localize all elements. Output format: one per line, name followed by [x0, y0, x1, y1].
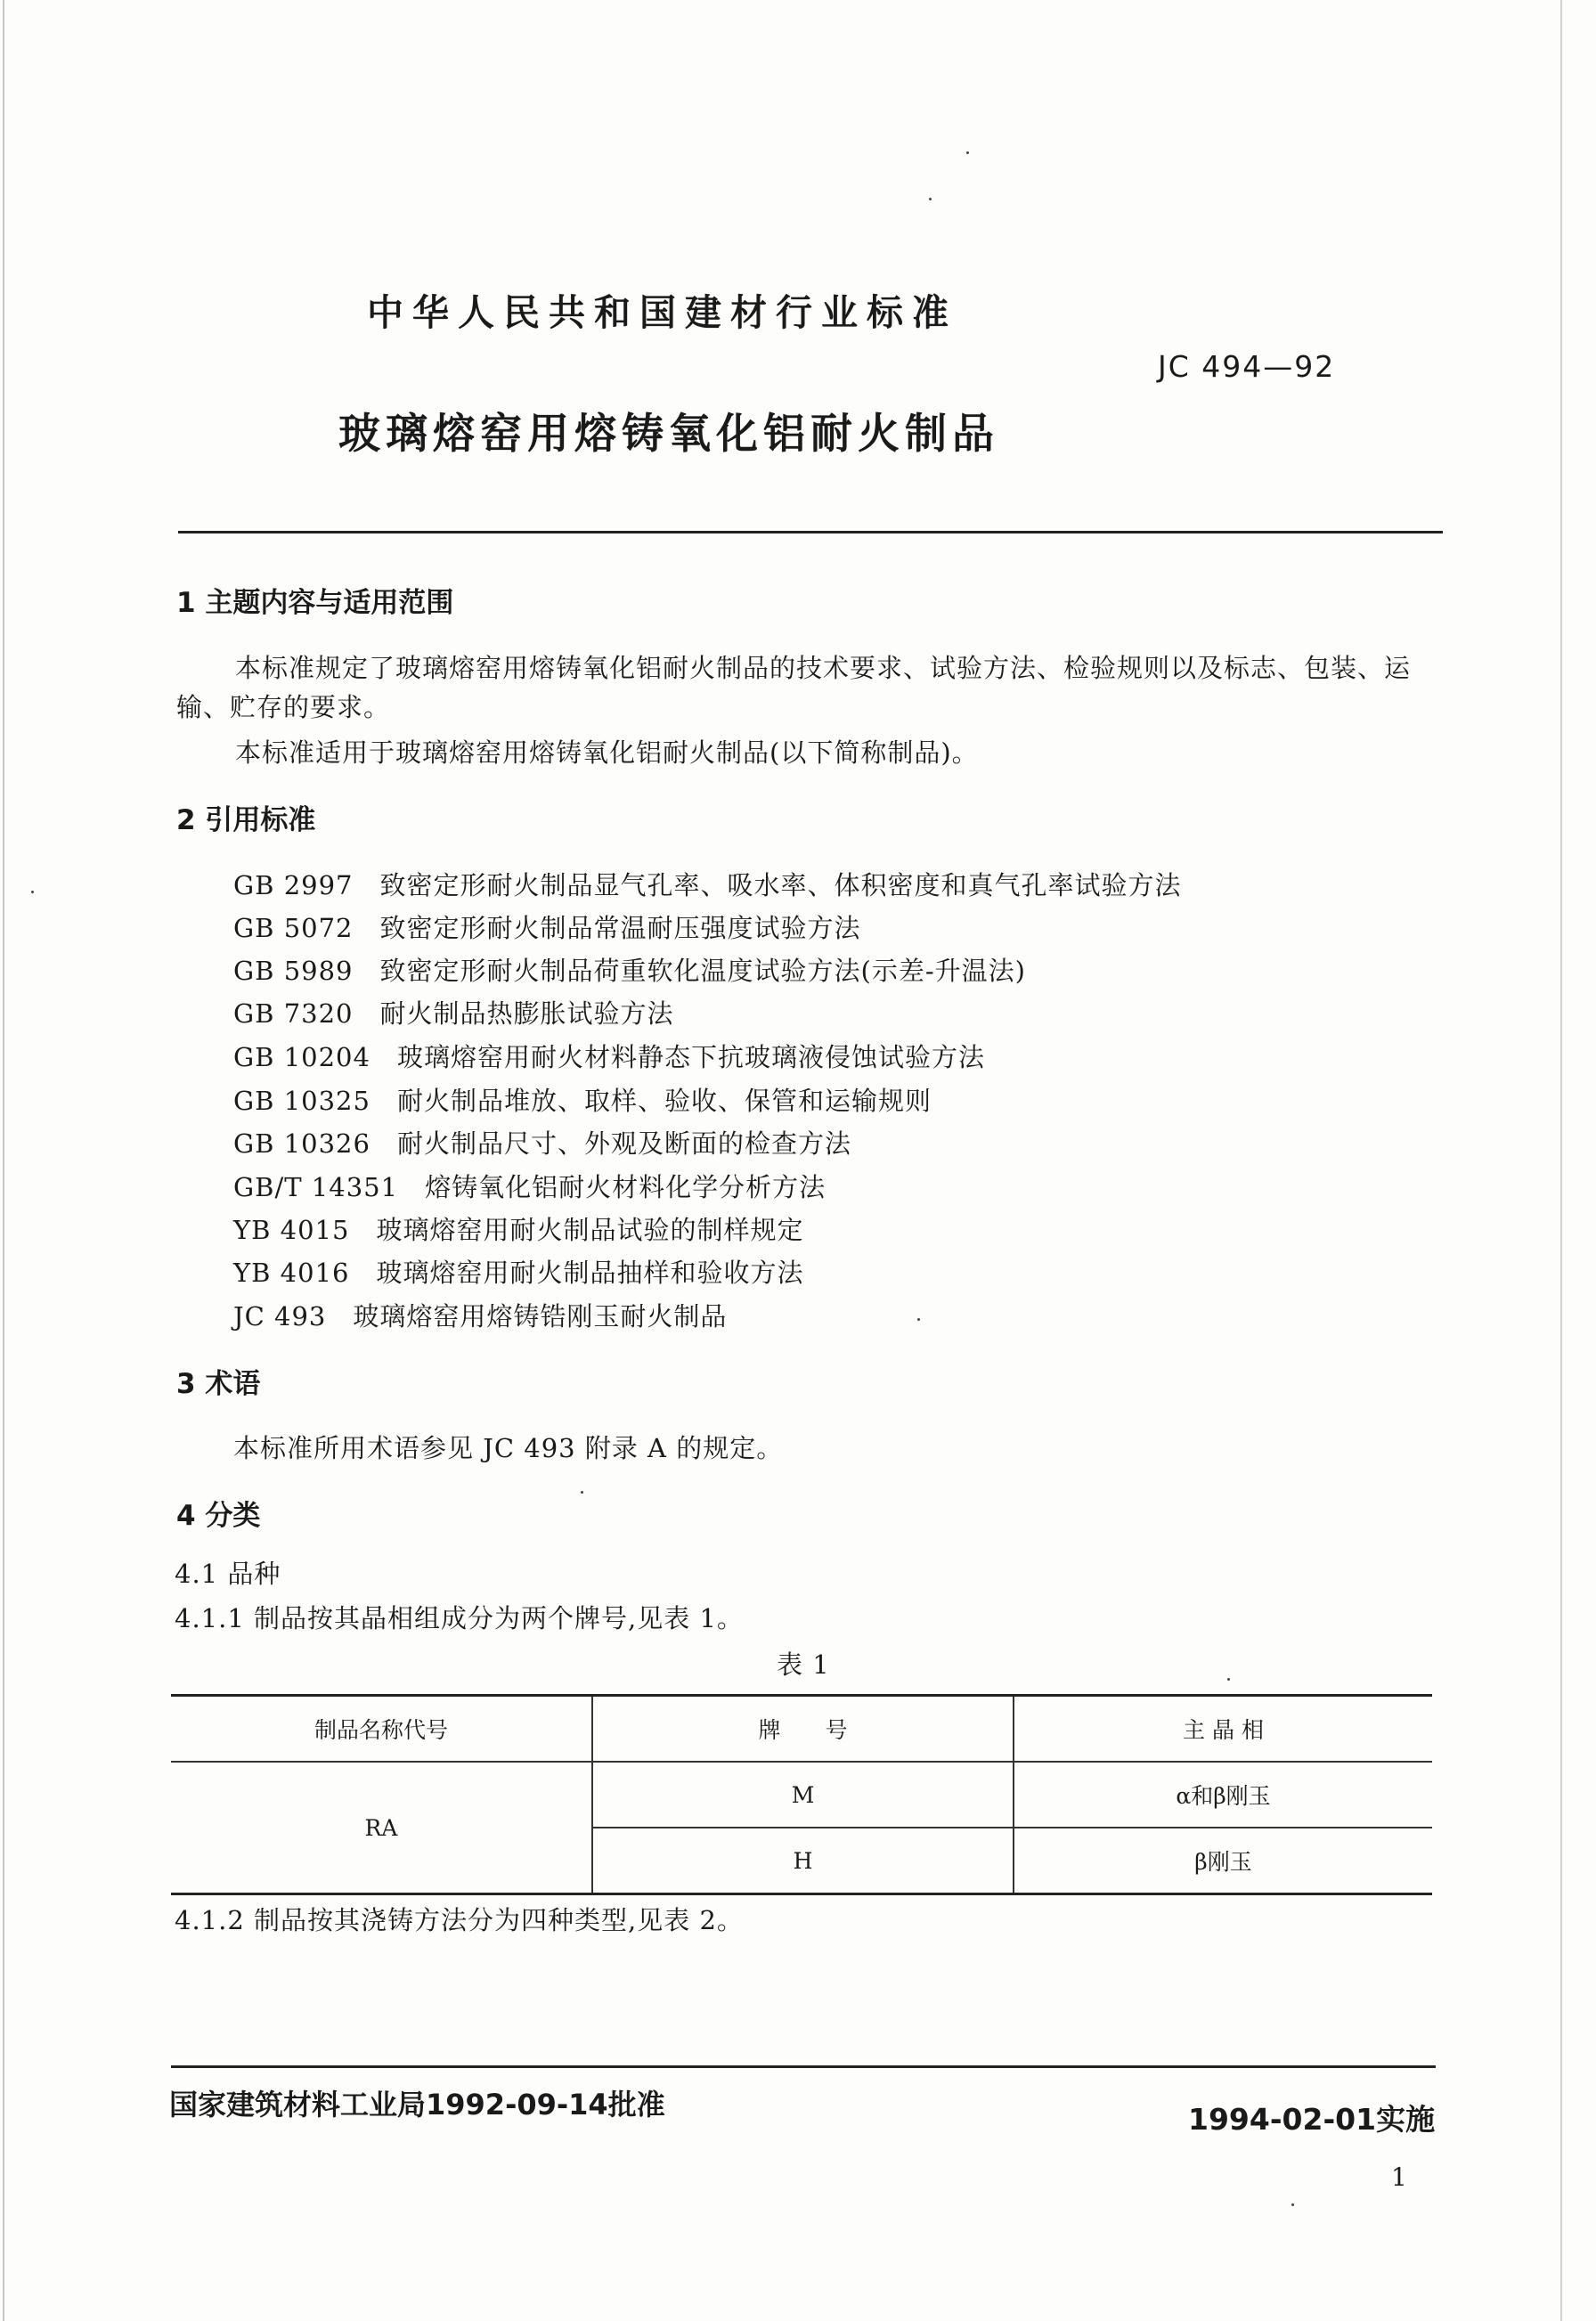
section-2-title: 2 引用标准 [176, 804, 316, 836]
reference-title: 熔铸氧化铝耐火材料化学分析方法 [425, 1172, 826, 1202]
scan-edge-left [3, 0, 4, 2321]
scan-speck [917, 1318, 920, 1321]
reference-code: YB 4016 [233, 1258, 350, 1288]
table-header-cell: 牌 号 [592, 1696, 1014, 1763]
grade-table [171, 1694, 1432, 1895]
table-row [171, 1762, 1432, 1828]
table-caption: 表 1 [777, 1649, 830, 1680]
table-header-row [171, 1696, 1432, 1763]
approval-line: 国家建筑材料工业局1992-09-14批准 [169, 2088, 665, 2121]
reference-title: 致密定形耐火制品显气孔率、吸水率、体积密度和真气孔率试验方法 [379, 870, 1182, 900]
scan-speck [1227, 1678, 1230, 1681]
page-number: 1 [1391, 2162, 1407, 2192]
reference-title: 致密定形耐火制品常温耐压强度试验方法 [379, 913, 861, 943]
reference-item [233, 866, 1182, 902]
scan-speck [31, 891, 34, 893]
phase-cell: α和β刚玉 [1014, 1762, 1432, 1828]
reference-code: GB 10204 [233, 1042, 370, 1072]
section-1-paragraph-1-line-2: 输、贮存的要求。 [176, 692, 391, 722]
reference-code: GB 7320 [233, 998, 354, 1029]
section-3-paragraph: 本标准所用术语参见 JC 493 附录 A 的规定。 [233, 1433, 784, 1463]
reference-title: 耐火制品热膨胀试验方法 [379, 998, 674, 1029]
section-1-paragraph-2: 本标准适用于玻璃熔窑用熔铸氧化铝耐火制品(以下简称制品)。 [235, 737, 979, 768]
reference-item [233, 1038, 985, 1074]
scan-speck [1291, 2203, 1294, 2206]
reference-title: 玻璃熔窑用熔铸锆刚玉耐火制品 [353, 1301, 728, 1332]
reference-item [233, 1297, 727, 1333]
reference-item [233, 994, 674, 1030]
grade-cell: H [592, 1828, 1014, 1894]
phase-cell: β刚玉 [1014, 1828, 1432, 1894]
doc-title: 玻璃熔窑用熔铸氧化铝耐火制品 [338, 410, 999, 459]
reference-code: GB 5072 [233, 913, 354, 943]
reference-title: 玻璃熔窑用耐火材料静态下抗玻璃液侵蚀试验方法 [396, 1042, 985, 1072]
section-4-1-1-text: 4.1.1 制品按其晶相组成分为两个牌号,见表 1。 [175, 1603, 744, 1633]
section-1-title: 1 主题内容与适用范围 [176, 587, 454, 619]
reference-title: 玻璃熔窑用耐火制品试验的制样规定 [376, 1215, 804, 1245]
grade-cell: M [592, 1762, 1014, 1828]
reference-code: GB 10326 [233, 1128, 370, 1159]
reference-code: GB 10325 [233, 1086, 370, 1116]
reference-item [233, 1081, 932, 1118]
header-rule [178, 531, 1443, 533]
scan-speck [929, 198, 932, 200]
scan-edge-right [1560, 0, 1562, 2321]
reference-item [233, 1124, 851, 1160]
reference-code: GB 2997 [233, 870, 354, 900]
reference-item [233, 1210, 804, 1247]
reference-code: YB 4015 [233, 1215, 350, 1245]
section-4-title: 4 分类 [176, 1500, 261, 1532]
scan-speck [581, 1491, 583, 1494]
reference-item [233, 1168, 826, 1204]
section-3-title: 3 术语 [176, 1368, 261, 1400]
implementation-date: 1994-02-01实施 [1188, 2102, 1436, 2137]
standard-code: JC 494—92 [1158, 349, 1336, 384]
scan-speck [966, 151, 969, 154]
reference-code: GB/T 14351 [233, 1172, 399, 1202]
section-4-1-title: 4.1 品种 [175, 1559, 281, 1589]
org-title: 中华人民共和国建材行业标准 [367, 291, 957, 334]
reference-title: 玻璃熔窑用耐火制品抽样和验收方法 [376, 1258, 804, 1288]
reference-title: 致密定形耐火制品荷重软化温度试验方法(示差-升温法) [379, 956, 1026, 986]
reference-item [233, 951, 1026, 988]
table-header-cell: 制品名称代号 [171, 1696, 592, 1763]
reference-code: GB 5989 [233, 956, 354, 986]
reference-item [233, 1253, 804, 1290]
product-code-cell: RA [171, 1762, 592, 1894]
footer-rule [171, 2065, 1436, 2068]
reference-code: JC 493 [233, 1301, 327, 1332]
section-4-1-2-text: 4.1.2 制品按其浇铸方法分为四种类型,见表 2。 [175, 1905, 744, 1935]
reference-item [233, 908, 861, 945]
section-1-paragraph-1-line-1: 本标准规定了玻璃熔窑用熔铸氧化铝耐火制品的技术要求、试验方法、检验规则以及标志、包装、运 [235, 653, 1412, 683]
table-header-cell: 主 晶 相 [1014, 1696, 1432, 1763]
reference-title: 耐火制品堆放、取样、验收、保管和运输规则 [396, 1086, 932, 1116]
reference-title: 耐火制品尺寸、外观及断面的检查方法 [396, 1128, 851, 1159]
